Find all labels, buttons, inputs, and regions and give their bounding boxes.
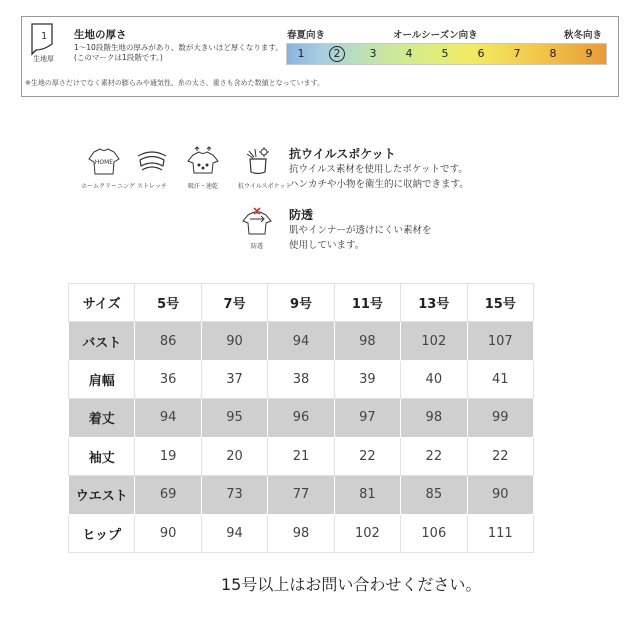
- antiviral-desc-line-1: 抗ウイルス素材を使用したポケットです。: [289, 164, 468, 175]
- measurement-value: 36: [135, 360, 201, 398]
- thickness-level-number: 3: [369, 47, 377, 60]
- antiviral-pocket-title: 抗ウイルスポケット: [289, 147, 396, 161]
- stretch-icon: [133, 146, 171, 176]
- measurement-value: 20: [201, 437, 267, 475]
- size-column-header: 11号: [334, 284, 400, 322]
- size-table-row: [69, 514, 534, 552]
- measurement-value: 90: [135, 514, 201, 552]
- thickness-level: [579, 44, 599, 64]
- size-column-header: 15号: [467, 284, 533, 322]
- measurement-value: 94: [135, 399, 201, 437]
- thickness-level: [363, 44, 383, 64]
- antiviral-desc-line-2: ハンカチや小物を衛生的に収納できます。: [289, 179, 469, 190]
- thickness-level-number: 5: [441, 47, 449, 60]
- scale-label-spring-summer: 春夏向き: [287, 30, 326, 41]
- measurement-value: 86: [135, 322, 201, 360]
- measurement-value: 69: [135, 476, 201, 514]
- size-table-header-row: [69, 284, 534, 322]
- feature-home-cleaning: [81, 146, 135, 190]
- size-header-label: サイズ: [69, 284, 135, 322]
- feature-sheer-proof: [240, 206, 274, 250]
- measurement-value: 22: [401, 437, 467, 475]
- scale-label-all-season: オールシーズン向き: [393, 30, 478, 41]
- size-column-header: 7号: [201, 284, 267, 322]
- measurement-value: 90: [201, 322, 267, 360]
- antiviral-pocket-icon: [243, 146, 273, 176]
- measurement-value: 21: [268, 437, 334, 475]
- measurement-value: 107: [467, 322, 533, 360]
- measurement-value: 97: [334, 399, 400, 437]
- antiviral-pocket-description: [289, 162, 469, 192]
- thickness-level-number: 4: [405, 47, 413, 60]
- description-line-1: 1〜10段階生地の厚みがあり、数が大きいほど厚くなります。: [74, 43, 283, 52]
- size-table-row: [69, 476, 534, 514]
- feature-stretch: [130, 146, 174, 190]
- feature-antiviral-pocket: [238, 146, 292, 190]
- thickness-level-number: 8: [549, 47, 557, 60]
- feature-home-cleaning-label: ホームクリーニング: [81, 183, 135, 190]
- thickness-level: [507, 44, 527, 64]
- measurement-value: 40: [401, 360, 467, 398]
- sheer-proof-description: [289, 223, 432, 253]
- size-column-header: 13号: [401, 284, 467, 322]
- sheer-proof-title: 防透: [289, 208, 314, 222]
- measurement-label: 肩幅: [69, 360, 135, 398]
- size-column-header: 9号: [268, 284, 334, 322]
- measurement-value: 111: [467, 514, 533, 552]
- sweat-absorb-quick-dry-icon: [185, 146, 221, 176]
- feature-stretch-label: ストレッチ: [137, 183, 167, 190]
- thickness-level: [399, 44, 419, 64]
- thickness-level: [435, 44, 455, 64]
- measurement-value: 96: [268, 399, 334, 437]
- size-table: [68, 283, 534, 553]
- measurement-value: 73: [201, 476, 267, 514]
- measurement-label: 着丈: [69, 399, 135, 437]
- fabric-thickness-description: [74, 43, 283, 63]
- thickness-level-number: 6: [477, 47, 485, 60]
- measurement-label: ウエスト: [69, 476, 135, 514]
- scale-label-autumn-winter: 秋冬向き: [564, 30, 603, 41]
- size-table-row: [69, 437, 534, 475]
- size-table-row: [69, 360, 534, 398]
- sheer-proof-icon: [241, 206, 273, 236]
- svg-text:1: 1: [41, 31, 48, 42]
- measurement-value: 94: [201, 514, 267, 552]
- home-icon-text: HOME: [94, 159, 114, 166]
- measurement-value: 94: [268, 322, 334, 360]
- thickness-level: [291, 44, 311, 64]
- measurement-value: 81: [334, 476, 400, 514]
- size-table-row: [69, 322, 534, 360]
- measurement-value: 22: [334, 437, 400, 475]
- thickness-level: [543, 44, 563, 64]
- thickness-level-number: 7: [513, 47, 521, 60]
- description-line-2: (このマークは1段階です。): [74, 53, 163, 62]
- feature-sweat-absorb-label: 吸汗・速乾: [187, 183, 218, 190]
- fabric-thickness-icon: [28, 20, 60, 58]
- size-table-row: [69, 399, 534, 437]
- home-cleaning-icon: [86, 146, 122, 176]
- measurement-value: 37: [201, 360, 267, 398]
- fabric-thickness-icon-label: 生地厚: [33, 55, 54, 63]
- measurement-label: ヒップ: [69, 514, 135, 552]
- thickness-level-number: 2: [329, 46, 345, 62]
- thickness-level-selected: [327, 44, 347, 64]
- feature-antiviral-pocket-label: 抗ウイルスポケット: [238, 183, 292, 190]
- feature-sweat-absorb: [181, 146, 225, 190]
- measurement-value: 41: [467, 360, 533, 398]
- sheer-desc-line-1: 肌やインナーが透けにくい素材を: [289, 225, 432, 236]
- thickness-level-number: 1: [297, 47, 305, 60]
- measurement-value: 22: [467, 437, 533, 475]
- fabric-thickness-note: ※生地の厚さだけでなく素材の膨らみや通気性、糸の太さ、重さも含めた数値となっています。: [25, 79, 325, 87]
- fabric-thickness-title: 生地の厚さ: [74, 29, 127, 41]
- size-inquiry-note: 15号以上はお問い合わせください。: [221, 575, 482, 594]
- measurement-value: 106: [401, 514, 467, 552]
- measurement-value: 99: [467, 399, 533, 437]
- measurement-value: 19: [135, 437, 201, 475]
- sheer-desc-line-2: 使用しています。: [289, 240, 365, 251]
- measurement-value: 98: [268, 514, 334, 552]
- measurement-value: 98: [401, 399, 467, 437]
- measurement-value: 95: [201, 399, 267, 437]
- measurement-value: 102: [334, 514, 400, 552]
- measurement-label: バスト: [69, 322, 135, 360]
- measurement-label: 袖丈: [69, 437, 135, 475]
- size-column-header: 5号: [135, 284, 201, 322]
- measurement-value: 90: [467, 476, 533, 514]
- measurement-value: 102: [401, 322, 467, 360]
- measurement-value: 85: [401, 476, 467, 514]
- measurement-value: 98: [334, 322, 400, 360]
- thickness-scale-bar: [286, 43, 607, 65]
- measurement-value: 38: [268, 360, 334, 398]
- measurement-value: 39: [334, 360, 400, 398]
- thickness-level: [471, 44, 491, 64]
- thickness-level-number: 9: [585, 47, 593, 60]
- feature-sheer-proof-label: 防透: [250, 243, 263, 250]
- measurement-value: 77: [268, 476, 334, 514]
